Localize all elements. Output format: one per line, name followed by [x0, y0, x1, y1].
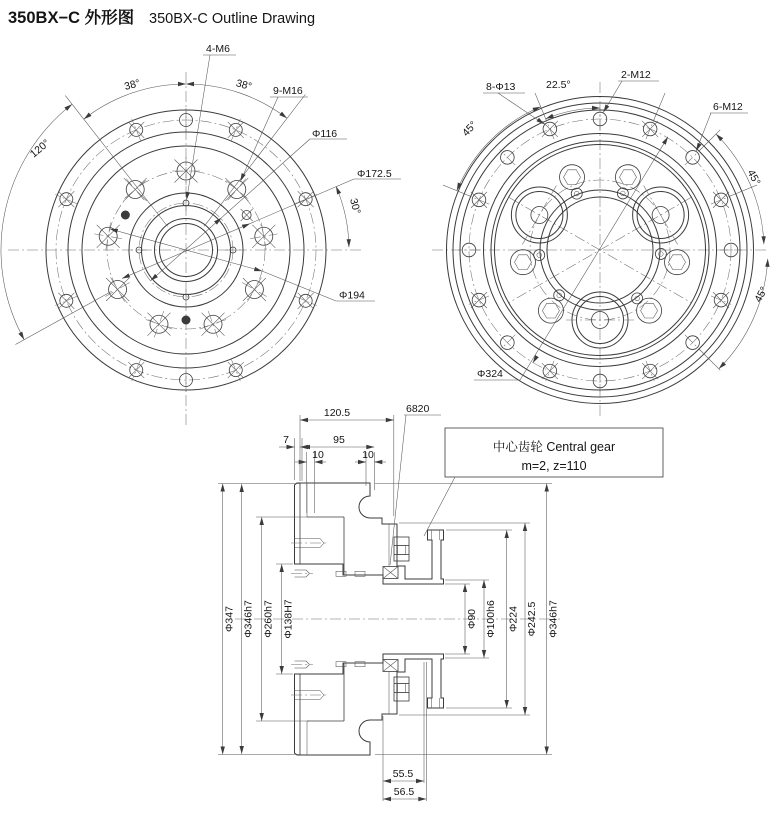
label-len-95: 95: [333, 434, 345, 446]
callout-central-gear: 中心齿轮 Central gear: [492, 440, 616, 454]
label-dia-138: Φ138H7: [282, 599, 295, 639]
label-len-10-left: 10: [312, 449, 324, 461]
label-len-10-right: 10: [362, 449, 374, 461]
label-angle-120: 120°: [27, 137, 53, 161]
label-dia-194: Φ194: [339, 289, 365, 302]
label-angle-45-left: 45°: [459, 119, 480, 139]
label-angle-45-bottom-right: 45°: [752, 284, 771, 305]
label-dia-172: Φ172.5: [357, 168, 392, 180]
label-angle-22-5: 22.5°: [546, 79, 571, 91]
label-9-m16: 9-M16: [273, 85, 303, 97]
label-angle-30: 30°: [347, 196, 363, 216]
label-2-m12: 2-M12: [621, 69, 651, 81]
label-dia-260: Φ260h7: [262, 600, 275, 638]
label-bearing-6820: 6820: [406, 403, 430, 415]
label-dia-100: Φ100h6: [485, 600, 497, 638]
label-dia-242-5: Φ242.5: [526, 601, 538, 637]
label-dia-90: Φ90: [466, 608, 478, 630]
label-6-m12: 6-M12: [713, 101, 743, 113]
label-angle-38-left: 38°: [122, 77, 142, 93]
label-angle-45-top-right: 45°: [744, 167, 763, 188]
left-view-output-flange: [1, 55, 401, 428]
section-half-profile: [291, 483, 444, 584]
page-subtitle: 350BX-C Outline Drawing: [149, 11, 316, 27]
label-dia-346-right: Φ346h7: [547, 600, 560, 638]
label-len-56-5: 56.5: [393, 786, 415, 798]
label-dia-224: Φ224: [507, 606, 520, 632]
callout-gear-spec: m=2, z=110: [521, 459, 587, 473]
label-len-120-5: 120.5: [323, 407, 351, 419]
label-dia-346-left: Φ346h7: [242, 600, 255, 638]
section-half-profile: [291, 654, 444, 755]
label-angle-38-right: 38°: [234, 77, 254, 93]
label-4-m6: 4-M6: [206, 43, 230, 55]
label-dia-347: Φ347: [223, 606, 236, 632]
label-dia-116: Φ116: [312, 128, 338, 140]
label-len-7: 7: [283, 434, 289, 446]
label-8-dia13: 8-Φ13: [486, 81, 516, 93]
label-dia-324: Φ324: [477, 368, 503, 380]
page-title: 350BX−C 外形图: [8, 9, 135, 27]
label-len-55-5: 55.5: [392, 768, 414, 780]
